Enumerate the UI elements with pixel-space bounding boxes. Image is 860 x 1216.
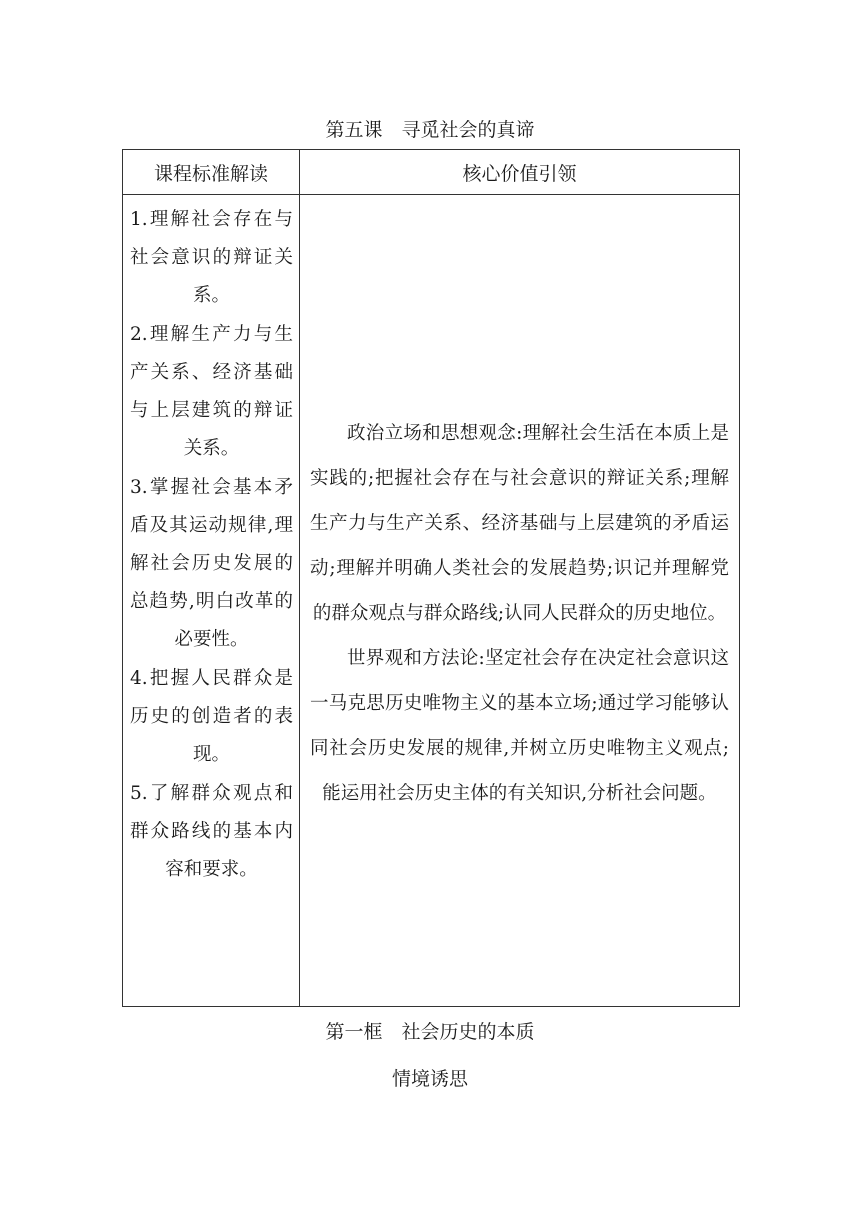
header-values: 核心价值引领 [300, 150, 740, 195]
standard-item-1: 1.理解社会存在与社会意识的辩证关系。 [130, 209, 293, 306]
lesson-title: 第五课 寻觅社会的真谛 [325, 119, 535, 141]
standard-item-4: 4.把握人民群众是历史的创造者的表现。 [130, 668, 293, 765]
value-paragraph-political: 政治立场和思想观念:理解社会生活在本质上是实践的;把握社会存在与社会意识的辩证关系;理解生产力与生产关系、经济基础与上层建筑的矛盾运动;理解并明确人类社会的发展趋势;识记并理解党的群众观点与群众路线;认同人民群众的历史地位。 [310, 423, 729, 624]
standard-item-2: 2.理解生产力与生产关系、经济基础与上层建筑的辩证关系。 [130, 324, 293, 459]
section-title: 第一框 社会历史的本质 [325, 1021, 535, 1043]
standards-cell [123, 195, 300, 1007]
table-row [123, 195, 740, 1007]
standard-item-3: 3.掌握社会基本矛盾及其运动规律,理解社会历史发展的总趋势,明白改革的必要性。 [130, 477, 293, 650]
standard-item-5: 5.了解群众观点和群众路线的基本内容和要求。 [130, 783, 293, 880]
table-header-row [123, 150, 740, 195]
subsection-title: 情境诱思 [391, 1068, 468, 1090]
value-paragraph-worldview: 世界观和方法论:坚定社会存在决定社会意识这一马克思历史唯物主义的基本立场;通过学习能够认同社会历史发展的规律,并树立历史唯物主义观点;能运用社会历史主体的有关知识,分析社会问题。 [310, 648, 729, 804]
header-standards: 课程标准解读 [123, 150, 300, 195]
values-cell [300, 195, 740, 1007]
curriculum-table [122, 149, 740, 1007]
